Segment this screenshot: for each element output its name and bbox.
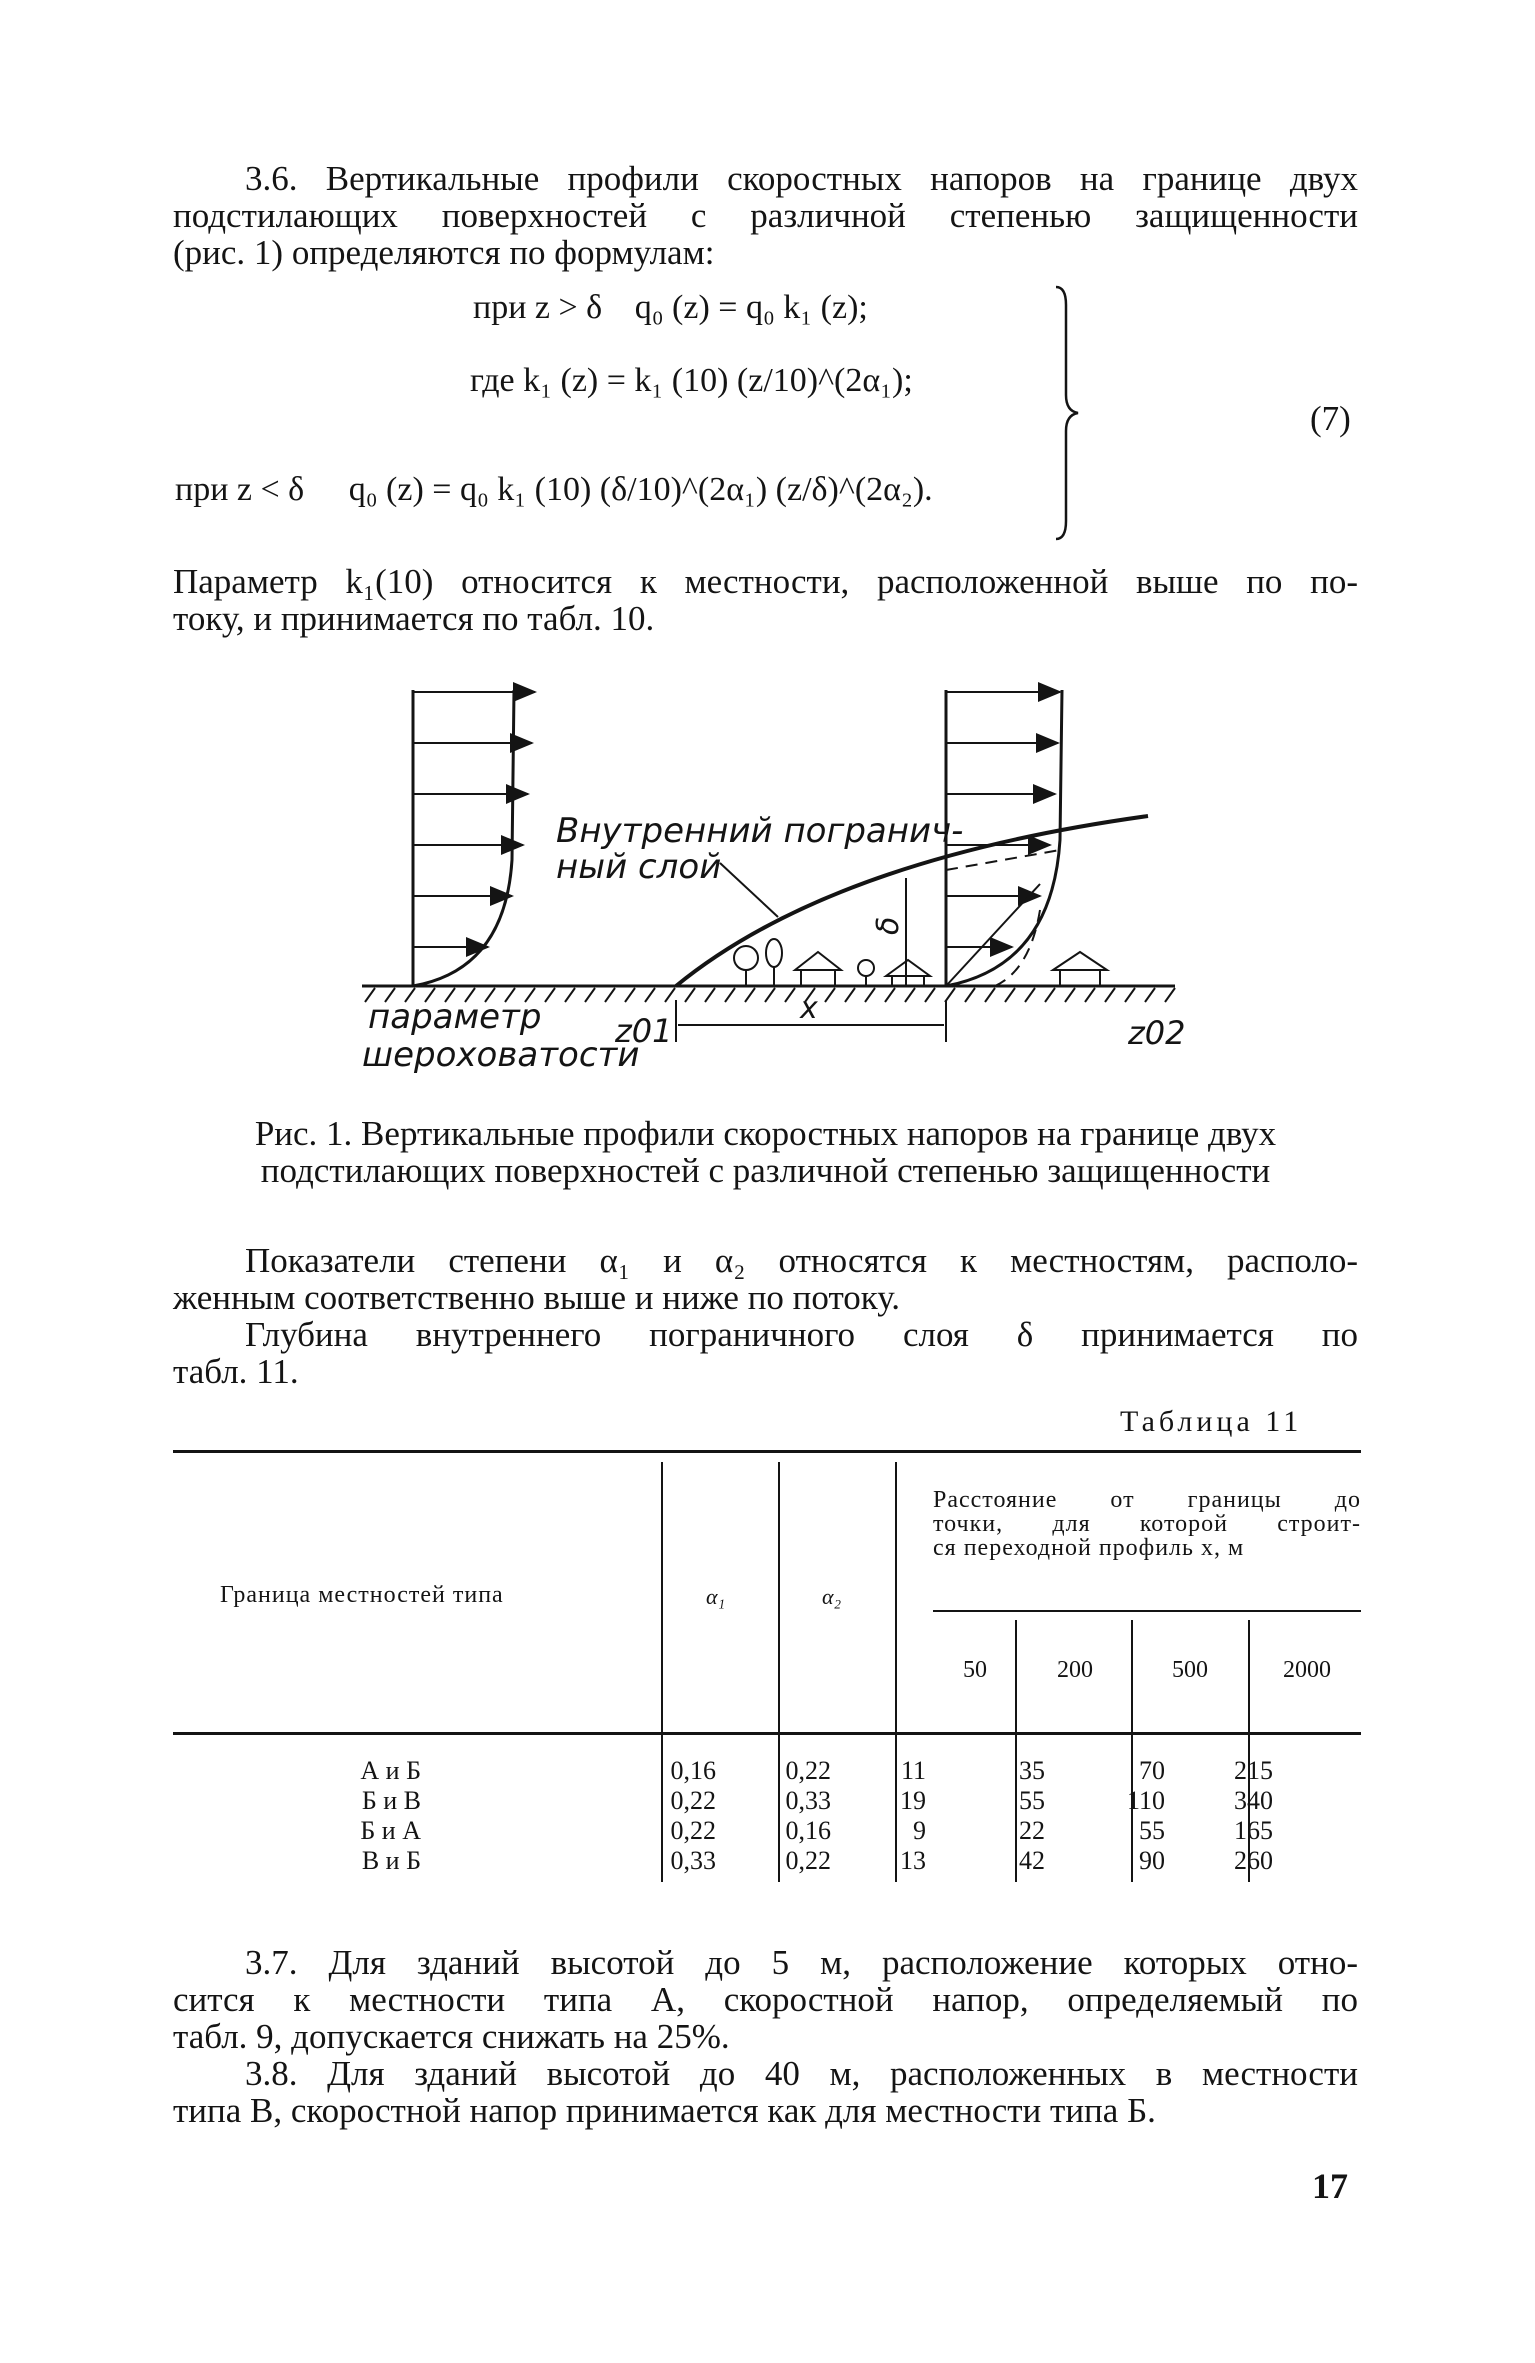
- cell-50: 9: [913, 1816, 926, 1845]
- section-3-8: [173, 2055, 1358, 2129]
- formula-brace: [1048, 285, 1088, 545]
- cell-500: 110: [1126, 1786, 1165, 1815]
- formula-row-3: [175, 471, 933, 509]
- label-param-1: параметр: [368, 997, 542, 1037]
- depth-paragraph: [173, 1316, 1358, 1390]
- col-header-a2: α₂: [822, 1584, 842, 1609]
- cell-50: 11: [900, 1756, 926, 1785]
- table-row: [300, 1786, 1274, 1816]
- formula-row-1-condition: при z > δ: [473, 289, 603, 326]
- figure-caption: [173, 1115, 1358, 1189]
- text-line: Параметр k₁(10) относится к местности, расположенной выше по по-: [173, 562, 1358, 601]
- table-row: [300, 1816, 1274, 1846]
- cell-200: 22: [1019, 1816, 1045, 1845]
- text-line: табл. 9, допускается снижать на 25%.: [173, 2017, 730, 2056]
- formula-row-1: [473, 289, 868, 327]
- cell-2000: 165: [1234, 1816, 1273, 1845]
- upstream-profile: [413, 690, 535, 986]
- param-paragraph: [173, 563, 1358, 637]
- cell-a1: 0,16: [670, 1756, 716, 1785]
- label-inner-layer-1: Внутренний погранич-: [556, 811, 964, 851]
- cell-boundary: Б и В: [361, 1786, 421, 1815]
- col-header-distance: [933, 1488, 1361, 1560]
- col-header-boundary: Граница местностей типа: [220, 1582, 504, 1608]
- col-header-200: 200: [1057, 1657, 1093, 1683]
- text-line: (рис. 1) определяются по формулам:: [173, 233, 715, 272]
- cell-a2: 0,33: [785, 1786, 831, 1815]
- section-3-7: [173, 1944, 1358, 2055]
- text-line: Глубина внутреннего пограничного слоя δ принимается по: [245, 1315, 1358, 1354]
- label-x: x: [800, 991, 818, 1026]
- table-subheader-rule: [933, 1610, 1361, 1612]
- cell-2000: 340: [1234, 1786, 1273, 1815]
- col-header-a1: α₁: [706, 1584, 726, 1609]
- cell-200: 35: [1019, 1756, 1045, 1785]
- formula-row-3-condition: при z < δ: [175, 471, 305, 508]
- table-body: [300, 1756, 1274, 1876]
- table-row: [300, 1846, 1274, 1876]
- cell-a1: 0,33: [670, 1846, 716, 1875]
- col-header-2000: 2000: [1283, 1657, 1331, 1683]
- text-line: типа В, скоростной напор принимается как для местности типа Б.: [173, 2091, 1156, 2130]
- col-header-50: 50: [963, 1657, 987, 1683]
- figure-1-diagram: [0, 670, 1535, 1090]
- cell-200: 42: [1019, 1846, 1045, 1875]
- buildings-and-trees: [734, 939, 1107, 986]
- exponents-paragraph: [173, 1242, 1358, 1316]
- label-z02: z02: [1128, 1014, 1186, 1052]
- cell-500: 55: [1139, 1816, 1165, 1845]
- label-z01: z01: [615, 1012, 673, 1050]
- cell-a2: 0,16: [785, 1816, 831, 1845]
- formula-row-1-expression: q₀ (z) = q₀ k₁ (z);: [634, 289, 868, 326]
- text-line: току, и принимается по табл. 10.: [173, 599, 655, 638]
- caption-line: подстилающих поверхностей с различной степенью защищенности: [260, 1151, 1271, 1190]
- cell-a2: 0,22: [785, 1756, 831, 1785]
- cell-50: 19: [900, 1786, 926, 1815]
- text-line: 3.7. Для зданий высотой до 5 м, расположение которых отно-: [245, 1943, 1358, 1982]
- distance-header-line: точки, для которой строит-: [933, 1511, 1361, 1537]
- cell-boundary: Б и А: [360, 1816, 421, 1845]
- cell-2000: 215: [1234, 1756, 1273, 1785]
- distance-header-line: ся переходной профиль x, м: [933, 1535, 1245, 1561]
- text-line: женным соответственно выше и ниже по потоку.: [173, 1278, 901, 1317]
- text-line: Показатели степени α₁ и α₂ относятся к местностям, располо-: [245, 1241, 1358, 1280]
- formula-row-3-expression: q₀ (z) = q₀ k₁ (10) (δ/10)^(2α₁) (z/δ)^(2α₂).: [348, 471, 933, 508]
- distance-header-line: Расстояние от границы до: [933, 1487, 1361, 1513]
- cell-500: 70: [1139, 1756, 1165, 1785]
- page-number: 17: [1312, 2166, 1348, 2206]
- text-line: табл. 11.: [173, 1352, 299, 1391]
- col-header-500: 500: [1172, 1657, 1208, 1683]
- text-line: 3.8. Для зданий высотой до 40 м, расположенных в местности: [245, 2054, 1358, 2093]
- formula-row-2: где k₁ (z) = k₁ (10) (z/10)^(2α₁);: [470, 362, 913, 399]
- label-param-2: шероховатости: [362, 1035, 640, 1075]
- cell-boundary: А и Б: [360, 1756, 421, 1785]
- formula-number: (7): [1310, 399, 1351, 438]
- text-line: 3.6. Вертикальные профили скоростных напоров на границе двух: [245, 159, 1358, 198]
- cell-50: 13: [900, 1846, 926, 1875]
- cell-500: 90: [1139, 1846, 1165, 1875]
- section-3-6: [173, 160, 1358, 271]
- cell-2000: 260: [1234, 1846, 1273, 1875]
- table-header-rule: [173, 1732, 1361, 1735]
- text-line: подстилающих поверхностей с различной степенью защищенности: [173, 196, 1358, 235]
- cell-200: 55: [1019, 1786, 1045, 1815]
- table-top-rule: [173, 1450, 1361, 1453]
- label-delta: δ: [871, 916, 906, 935]
- text-line: сится к местности типа А, скоростной напор, определяемый по: [173, 1980, 1358, 2019]
- cell-a1: 0,22: [670, 1786, 716, 1815]
- label-inner-layer-2: ный слой: [556, 847, 722, 887]
- table-row: [300, 1756, 1274, 1786]
- caption-line: Рис. 1. Вертикальные профили скоростных напоров на границе двух: [254, 1114, 1277, 1153]
- cell-boundary: В и Б: [361, 1846, 421, 1875]
- table-title: Таблица 11: [1120, 1405, 1303, 1438]
- cell-a2: 0,22: [785, 1846, 831, 1875]
- cell-a1: 0,22: [670, 1816, 716, 1845]
